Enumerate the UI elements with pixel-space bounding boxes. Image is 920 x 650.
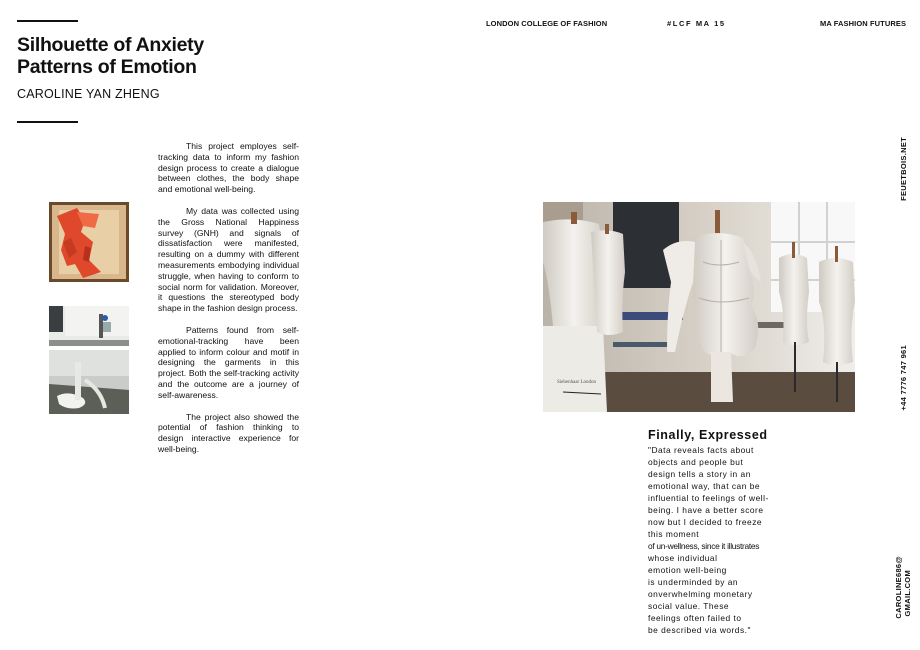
quote-line: social value. These <box>648 601 730 611</box>
body-paragraph: This project employes self-tracking data to inform my fashion design process to create a dialogue between clothes, the body shape and emotional well-being. <box>158 141 299 195</box>
workshop-thumbnail-top <box>49 306 129 346</box>
quote-text <box>648 444 798 636</box>
quote-line: now but I decided to freeze <box>648 517 763 527</box>
body-paragraph: Patterns found from self-emotional-tracking have been applied to inform colour and motif in designing the garments in this project. Both the self-tracking activity and the outcome are a journey of self-awareness. <box>158 324 299 400</box>
side-phone: +44 7776 747 961 <box>899 345 908 411</box>
side-website: FEUETBOIS.NET <box>899 137 908 201</box>
dummy-label: Siebenhaar London <box>557 380 597 385</box>
quote-line: "Data reveals facts about <box>648 445 754 455</box>
quote-line: of un-wellness, since it illustrates <box>648 541 760 551</box>
orange-fabric-thumbnail <box>49 202 129 282</box>
quote-line: feelings often failed to <box>648 613 742 623</box>
body-text <box>158 141 299 466</box>
page-title <box>17 34 204 78</box>
body-paragraph: My data was collected using the Gross National Happiness survey (GNH) and signals of dissatisfaction were manifested, resulting on a dummy with different measurements embodying individual struggle, when having to conform to social norm for validation. Moreover, it questions the stereotyped body shape in the fashion design process. <box>158 205 299 314</box>
quote-title: Finally, Expressed <box>648 428 768 442</box>
quote-line: design tells a story in an <box>648 469 751 479</box>
quote-line: being. I have a better score <box>648 505 764 515</box>
side-email-line-1: CAROLINE686@ <box>894 556 903 619</box>
header-tag: #LCF MA 15 <box>667 19 726 28</box>
body-paragraph: The project also showed the potential of fashion thinking to design interactive experience for well-being. <box>158 411 299 454</box>
quote-line: emotional way, that can be <box>648 481 761 491</box>
quote-line: influential to feelings of well- <box>648 493 769 503</box>
side-email-line-2: GMAIL.COM <box>903 570 912 617</box>
quote-line: objects and people but <box>648 457 744 467</box>
quote-line: this moment <box>648 529 700 539</box>
top-rule <box>17 20 78 22</box>
header-course: MA FASHION FUTURES <box>820 19 907 28</box>
workshop-thumbnail-bottom <box>49 350 129 414</box>
header-college: LONDON COLLEGE OF FASHION <box>486 19 608 28</box>
quote-line: is underminded by an <box>648 577 739 587</box>
dress-forms-photo <box>543 202 855 412</box>
quote-line: whose individual <box>648 553 718 563</box>
quote-line: emotion well-being <box>648 565 727 575</box>
quote-line: onverwhelming monetary <box>648 589 753 599</box>
title-line-2: Patterns of Emotion <box>17 56 197 78</box>
title-underline-rule <box>17 121 78 123</box>
quote-line: be described via words." <box>648 625 751 635</box>
title-line-1: Silhouette of Anxiety <box>17 34 204 56</box>
author-name: CAROLINE YAN ZHENG <box>17 87 160 101</box>
